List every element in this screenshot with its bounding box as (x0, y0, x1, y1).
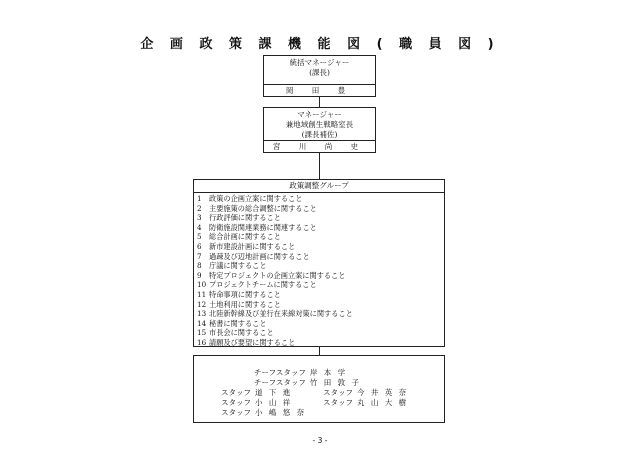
connector-line (319, 153, 320, 179)
list-item: 5 総合計画に関すること (197, 232, 281, 242)
group-heading: 政策調整グループ (194, 180, 444, 193)
list-item: 3 行政評価に関すること (197, 213, 281, 223)
manager-name: 岡 田 豊 (264, 84, 375, 96)
staff-box (193, 355, 445, 423)
manager-role-line1: 統括マネージャー (289, 58, 350, 67)
list-item: 11 特命事項に関すること (197, 289, 281, 299)
manager-role-line2: (課長) (309, 68, 330, 77)
deputy-role (264, 108, 375, 140)
connector-line (319, 347, 320, 355)
list-item: 2 主要施策の総合調整に関すること (197, 203, 317, 213)
list-item: 9 特定プロジェクトの企画立案に関すること (197, 270, 346, 280)
staff-row-4-right: スタッフ 丸 山 大 樹 (323, 398, 409, 407)
list-item: 12 土地利用に関すること (197, 299, 281, 309)
list-item: 15 市長会に関すること (197, 328, 274, 338)
policy-group-box (193, 179, 445, 347)
connector-line (319, 97, 320, 107)
page-title: 企 画 政 策 課 機 能 図 ( 職 員 図 ) (140, 37, 500, 52)
list-item: 13 北陸新幹線及び並行在来線対策に関すること (197, 309, 353, 319)
list-item: 8 庁議に関すること (197, 261, 267, 271)
duty-list (194, 193, 444, 348)
list-item: 6 新市建設計画に関すること (197, 241, 296, 251)
staff-row-3-right: スタッフ 今 井 英 奈 (323, 388, 409, 397)
staff-row-3-left: スタッフ 道 下 進 (221, 388, 293, 397)
list-item: 7 過疎及び辺地計画に関すること (197, 251, 310, 261)
deputy-name: 宮 川 尚 史 (264, 140, 375, 152)
list-item: 14 秘書に関すること (197, 318, 267, 328)
deputy-role-line3: (課長補佐) (301, 130, 338, 139)
staff-row-chief-2: チーフスタッフ 竹 田 敦 子 (254, 378, 361, 387)
list-item: 16 請願及び要望に関すること (197, 337, 296, 347)
deputy-role-line2: 兼地域創生戦略室長 (285, 120, 354, 129)
manager-role (264, 56, 375, 78)
staff-row-4-left: スタッフ 小 山 祥 (221, 398, 293, 407)
list-item: 10 プロジェクトチームに関すること (197, 280, 317, 290)
deputy-role-line1: マネージャー (297, 110, 342, 119)
staff-row-5-left: スタッフ 小 嶋 悠 奈 (221, 408, 307, 417)
staff-row-chief-1: チーフスタッフ 岸 本 学 (254, 368, 348, 377)
deputy-box (263, 107, 376, 153)
manager-box (263, 55, 376, 97)
list-item: 4 防衛施設関連業務に関連すること (197, 222, 317, 232)
list-item: 1 政策の企画立案に関すること (197, 194, 303, 203)
page-number: - 3 - (312, 436, 328, 445)
